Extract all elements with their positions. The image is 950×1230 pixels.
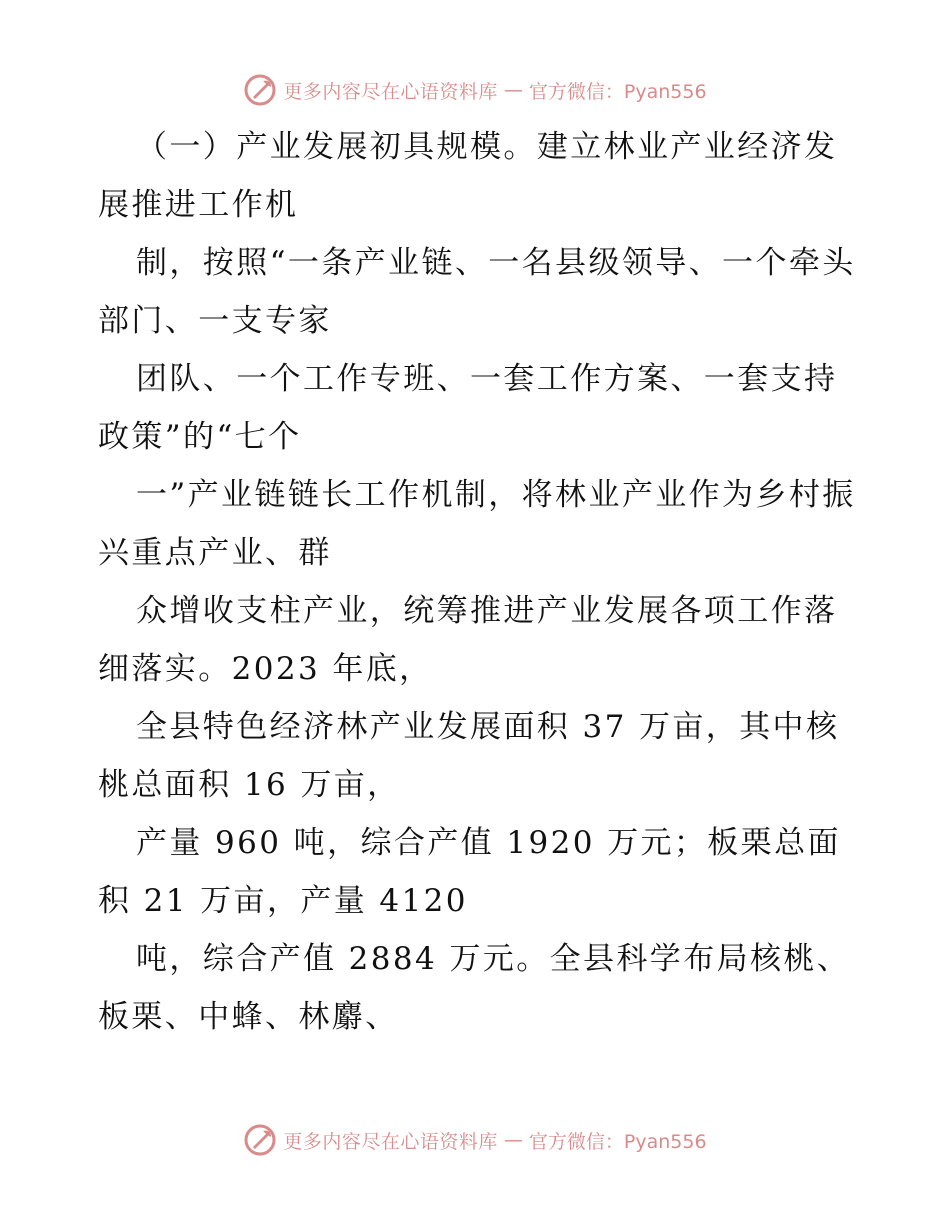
paragraph: 产量 960 吨，综合产值 1920 万元；板栗总面积 21 万亩，产量 4120 [98,825,841,919]
paragraph: 吨，综合产值 2884 万元。全县科学布局核桃、板栗、中蜂、林麝、 [98,941,851,1035]
header-watermark [0,70,950,110]
watermark-separator: — [503,1129,523,1151]
watermark-separator: — [503,79,523,101]
paragraph: 全县特色经济林产业发展面积 37 万亩，其中核桃总面积 16 万亩， [98,709,840,803]
paragraph: 团队、一个工作专班、一套工作方案、一套支持政策”的“七个 [98,361,838,455]
watermark-contact: 官方微信：Pyan556 [528,1130,707,1153]
watermark-text: 更多内容尽在心语资料库 [283,1130,498,1153]
footer-watermark [0,1120,950,1160]
watermark-contact: 官方微信：Pyan556 [528,80,707,103]
watermark-text: 更多内容尽在心语资料库 [283,80,498,103]
quill-logo-icon [243,1123,277,1157]
document-body [98,118,858,1046]
paragraph: 制，按照“一条产业链、一名县级领导、一个牵头部门、一支专家 [98,245,856,339]
paragraph: （一）产业发展初具规模。建立林业产业经济发展推进工作机 [98,129,838,223]
paragraph: 众增收支柱产业，统筹推进产业发展各项工作落细落实。2023 年底， [98,593,838,687]
paragraph: 一”产业链链长工作机制，将林业产业作为乡村振兴重点产业、群 [98,477,856,571]
quill-logo-icon [243,73,277,107]
